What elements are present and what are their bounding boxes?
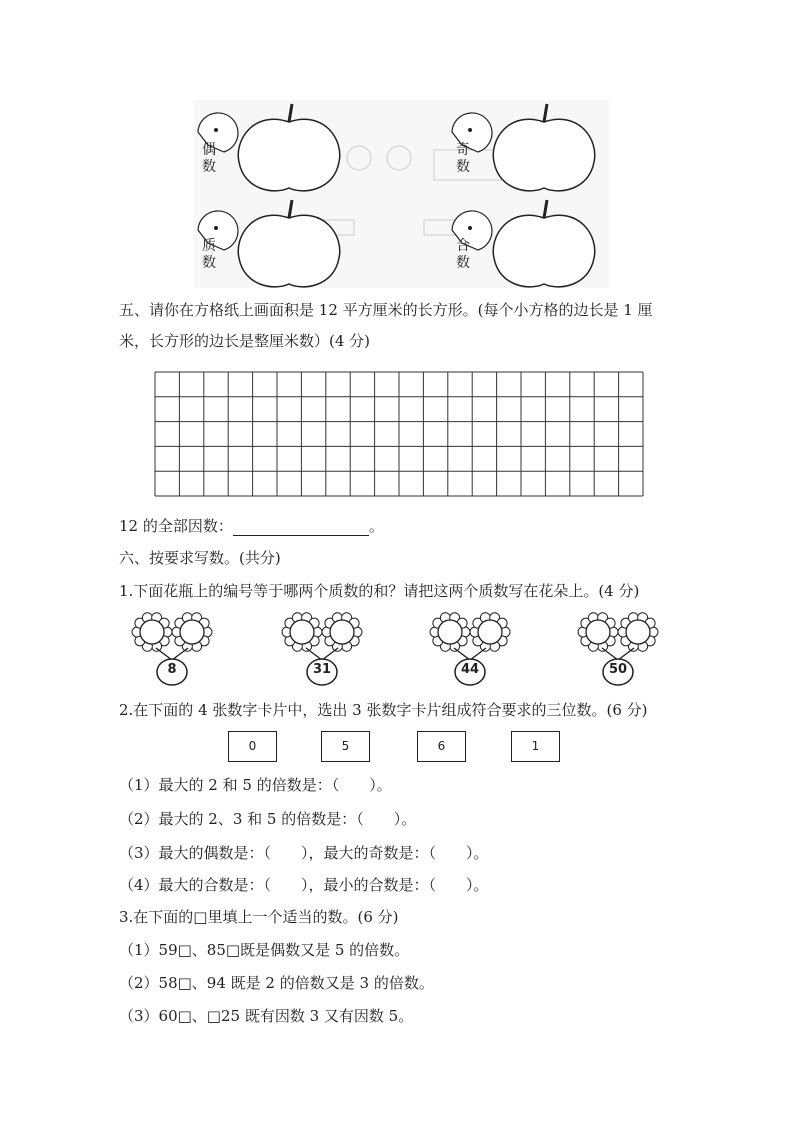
flower-center[interactable] [438,620,462,644]
flower-left-3[interactable] [430,613,470,652]
section5-line2: 米，长方形的边长是整厘米数）(4 分) [119,332,371,350]
flower-right-4[interactable] [618,613,658,652]
flower-center[interactable] [290,620,314,644]
vase-label-1: 8 [167,662,177,677]
section6-title: 六、按要求写数。(共分) [119,549,281,567]
vase-row [128,612,668,692]
flower-right-3[interactable] [470,613,510,652]
q3-item-1: （1）59□、85□既是偶数又是 5 的倍数。 [119,941,410,959]
vase-row-svg [128,612,668,692]
number-card-1[interactable]: 0 [228,731,277,762]
apple-label-even: 偶数 [202,142,216,175]
q2-text: 2.在下面的 4 张数字卡片中，选出 3 张数字卡片组成符合要求的三位数。(6 分) [119,701,648,719]
flower-center[interactable] [140,620,164,644]
vase-label-3: 44 [460,662,480,677]
q2-item-3: （3）最大的偶数是：（ ），最大的奇数是：（ ）。 [119,844,489,862]
flower-right-2[interactable] [322,613,362,652]
apple-illustration-svg [194,100,609,288]
number-card-3[interactable]: 6 [417,731,466,762]
flower-center[interactable] [180,620,204,644]
factors-answer-blank[interactable] [233,519,369,536]
vase-label-4: 50 [608,662,628,677]
q2-item-2: （2）最大的 2、3 和 5 的倍数是：（ ）。 [119,810,417,828]
vase-label-2: 31 [312,662,332,677]
q2-item-1: （1）最大的 2 和 5 的倍数是：（ ）。 [119,776,392,794]
q2-item-4: （4）最大的合数是：（ ），最小的合数是：（ ）。 [119,876,489,894]
q3-text: 3.在下面的□里填上一个适当的数。(6 分) [119,908,399,926]
grid-paper[interactable] [154,371,644,497]
factors-prefix: 12 的全部因数： [119,517,233,535]
factors-line [119,516,384,536]
apple-illustration [194,100,609,288]
flower-center[interactable] [586,620,610,644]
apple-label-prime: 质数 [202,238,216,271]
number-card-2[interactable]: 5 [321,731,370,762]
flower-left-4[interactable] [578,613,618,652]
flower-center[interactable] [626,620,650,644]
apple-label-composite: 合数 [456,238,470,271]
q3-item-3: （3）60□、□25 既有因数 3 又有因数 5。 [119,1007,414,1025]
flower-center[interactable] [478,620,502,644]
number-card-4[interactable]: 1 [511,731,560,762]
factors-suffix: 。 [368,517,384,535]
apple-label-odd: 奇数 [456,142,470,175]
flower-left-1[interactable] [132,613,172,652]
section5-line1: 五、请你在方格纸上画面积是 12 平方厘米的长方形。(每个小方格的边长是 1 厘 [119,301,653,319]
flower-center[interactable] [330,620,354,644]
q3-item-2: （2）58□、94 既是 2 的倍数又是 3 的倍数。 [119,974,434,992]
flower-left-2[interactable] [282,613,322,652]
flower-right-1[interactable] [172,613,212,652]
q1-text: 1.下面花瓶上的编号等于哪两个质数的和？请把这两个质数写在花朵上。(4 分) [119,582,640,600]
